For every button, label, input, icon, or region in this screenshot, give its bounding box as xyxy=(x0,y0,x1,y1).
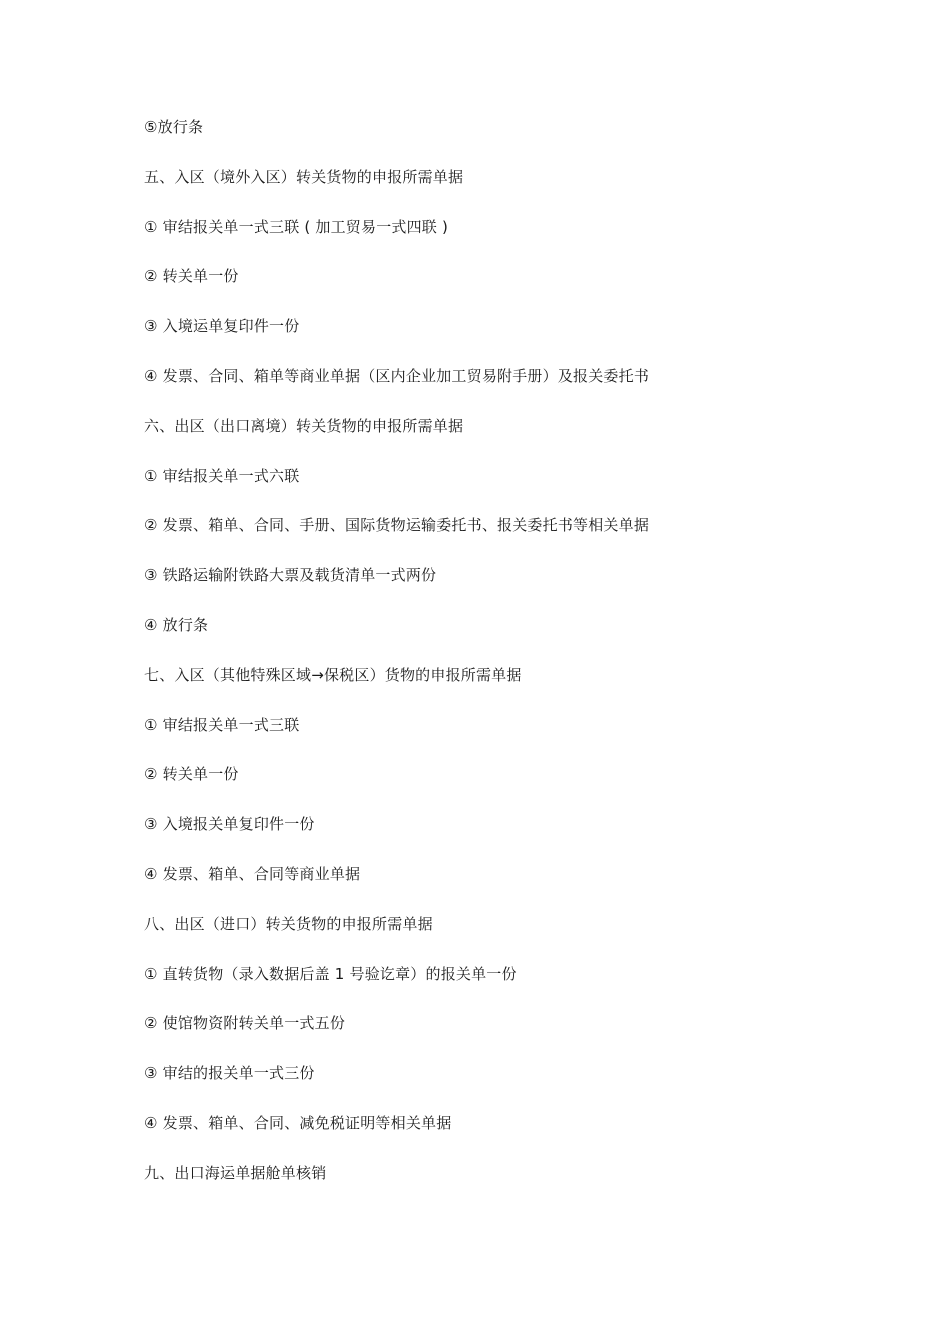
list-item-5-release-slip: ⑤放行条 xyxy=(144,118,204,136)
list-item: ③ 入境运单复印件一份 xyxy=(144,317,300,336)
list-item: ① 审结报关单一式三联 ( 加工贸易一式四联 ) xyxy=(144,217,449,236)
list-item: ① 审结报关单一式六联 xyxy=(144,466,300,485)
list-item: ② 使馆物资附转关单一式五份 xyxy=(144,1014,346,1033)
list-item: ③ 入境报关单复印件一份 xyxy=(144,815,315,834)
list-item: ② 发票、箱单、合同、手册、国际货物运输委托书、报关委托书等相关单据 xyxy=(144,516,650,535)
section-heading-5: 五、入区（境外入区）转关货物的申报所需单据 xyxy=(144,167,464,186)
list-item: ③ 审结的报关单一式三份 xyxy=(144,1064,315,1083)
section-heading-6: 六、出区（出口离境）转关货物的申报所需单据 xyxy=(144,416,464,435)
list-item: ② 转关单一份 xyxy=(144,267,239,286)
document-body xyxy=(144,115,864,1211)
list-item: ① 直转货物（录入数据后盖 1 号验讫章）的报关单一份 xyxy=(144,964,517,983)
list-item: ③ 铁路运输附铁路大票及载货清单一式两份 xyxy=(144,566,437,585)
section-heading-7: 七、入区（其他特殊区域→保税区）货物的申报所需单据 xyxy=(144,665,522,684)
list-item: ① 审结报关单一式三联 xyxy=(144,715,300,734)
list-item: ④ 发票、箱单、合同、减免税证明等相关单据 xyxy=(144,1113,452,1132)
list-item: ④ 发票、箱单、合同等商业单据 xyxy=(144,864,361,883)
list-item: ② 转关单一份 xyxy=(144,765,239,784)
list-item: ④ 放行条 xyxy=(144,615,209,634)
section-heading-9: 九、出口海运单据舱单核销 xyxy=(144,1163,327,1182)
list-item: ④ 发票、合同、箱单等商业单据（区内企业加工贸易附手册）及报关委托书 xyxy=(144,366,650,385)
section-heading-8: 八、出区（进口）转关货物的申报所需单据 xyxy=(144,914,433,933)
